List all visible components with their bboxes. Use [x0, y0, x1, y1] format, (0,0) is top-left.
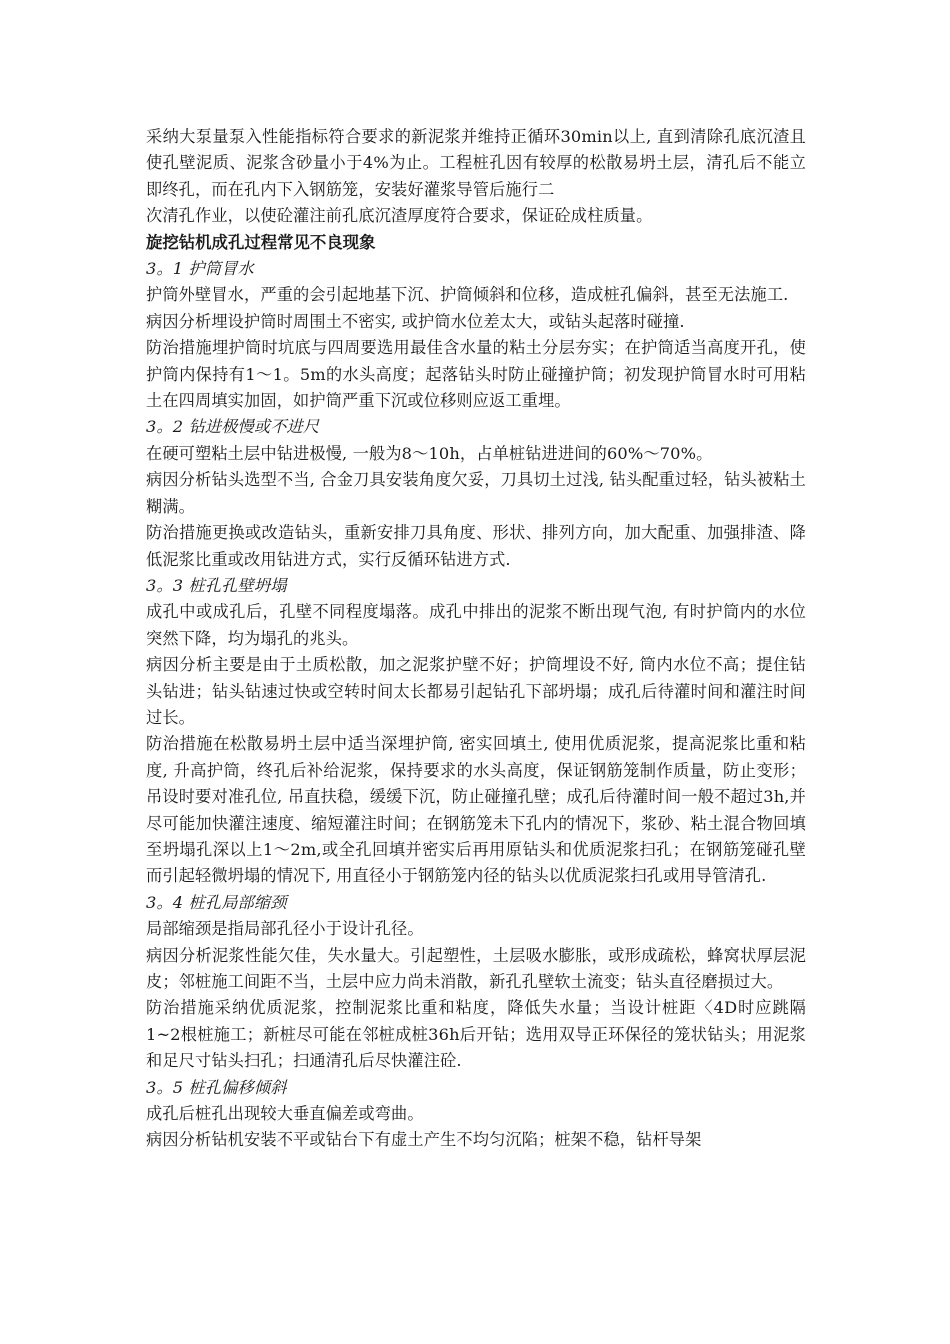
subsection-title: 3。2 钻进极慢或不进尺: [146, 417, 320, 437]
paragraph: 病因分析主要是由于土质松散，加之泥浆护壁不好；护筒埋设不好, 筒内水位不高；提住钻头钻进；钻头钻速过快或空转时间太长都易引起钻孔下部坍塌；成孔后待灌时间和灌注时间过长。: [146, 655, 806, 727]
paragraph: 病因分析钻机安装不平或钻台下有虚土产生不均匀沉陷；桩架不稳，钻杆导架: [146, 1130, 702, 1150]
paragraph: 病因分析钻头选型不当, 合金刀具安装角度欠妥，刀具切土过浅, 钻头配重过轻，钻头被粘土糊满。: [146, 470, 806, 516]
subsection-title: 3。4 桩孔局部缩颈: [146, 892, 287, 912]
document-page: [146, 124, 806, 1154]
paragraph: 病因分析埋设护筒时周围土不密实, 或护筒水位差太大，或钻头起落时碰撞.: [146, 311, 685, 331]
paragraph: 防治措施埋护筒时坑底与四周要选用最佳含水量的粘土分层夯实；在护筒适当高度开孔，使护筒内保持有1～1。5m的水头高度；起落钻头时防止碰撞护筒；初发现护筒冒水时可用粘土在四周填实加固，如护筒严重下沉或位移则应返工重埋。: [146, 338, 806, 411]
subsection-title: 3。1 护筒冒水: [146, 259, 254, 279]
subsection-title: 3。3 桩孔孔壁坍塌: [146, 575, 287, 595]
paragraph: 成孔后桩孔出现较大垂直偏差或弯曲。: [146, 1104, 424, 1124]
intro-paragraph: 次清孔作业，以使砼灌注前孔底沉渣厚度符合要求，保证砼成柱质量。: [146, 206, 653, 226]
paragraph: 成孔中或成孔后，孔壁不同程度塌落。成孔中排出的泥浆不断出现气泡, 有时护筒内的水位突然下降，均为塌孔的兆头。: [146, 602, 806, 648]
subsection-title: 3。5 桩孔偏移倾斜: [146, 1077, 287, 1097]
paragraph: 局部缩颈是指局部孔径小于设计孔径。: [146, 919, 424, 939]
paragraph: 防治措施采纳优质泥浆，控制泥浆比重和粘度，降低失水量；当设计桩距〈4D时应跳隔1~2根桩施工；新桩尽可能在邻桩成桩36h后开钻；选用双导正环保径的笼状钻头；用泥浆和足尺寸钻头扫孔；扫通清孔后尽快灌注砼.: [146, 998, 806, 1071]
paragraph: 护筒外壁冒水，严重的会引起地基下沉、护筒倾斜和位移，造成桩孔偏斜，甚至无法施工.: [146, 285, 789, 305]
paragraph: 防治措施在松散易坍土层中适当深埋护筒, 密实回填土, 使用优质泥浆，提高泥浆比重和粘度, 升高护筒，终孔后补给泥浆，保持要求的水头高度，保证钢筋笼制作质量，防止变形；吊设时要对准孔位, 吊直扶稳，缓缓下沉，防止碰撞孔壁；成孔后待灌时间一般不超过3h,并尽可能加快灌注速度、缩短灌注时间；在钢筋笼未下孔内的情况下，浆砂、粘土混合物回填至坍塌孔深以上1～2m,或全孔回填并密实后再用原钻头和优质泥浆扫孔；在钢筋笼碰孔壁而引起轻微坍塌的情况下, 用直径小于钢筋笼内径的钻头以优质泥浆扫孔或用导管清孔.: [146, 734, 806, 886]
intro-paragraph: 采纳大泵量泵入性能指标符合要求的新泥浆并维持正循环30min以上, 直到清除孔底沉渣且使孔壁泥质、泥浆含砂量小于4%为止。工程桩孔因有较厚的松散易坍土层，清孔后不能立即终孔，而在孔内下入钢筋笼，安装好灌浆导管后施行二: [146, 127, 806, 199]
section-heading: 旋挖钻机成孔过程常见不良现象: [146, 232, 376, 252]
paragraph: 病因分析泥浆性能欠佳，失水量大。引起塑性，土层吸水膨胀，或形成疏松，蜂窝状厚层泥皮；邻桩施工间距不当，土层中应力尚未消散，新孔孔壁软土流变；钻头直径磨损过大。: [146, 945, 806, 991]
paragraph: 防治措施更换或改造钻头，重新安排刀具角度、形状、排列方向，加大配重、加强排渣、降低泥浆比重或改用钻进方式，实行反循环钻进方式.: [146, 523, 806, 569]
paragraph: 在硬可塑粘土层中钻进极慢, 一般为8～10h，占单桩钻进进间的60%～70%。: [146, 443, 713, 463]
